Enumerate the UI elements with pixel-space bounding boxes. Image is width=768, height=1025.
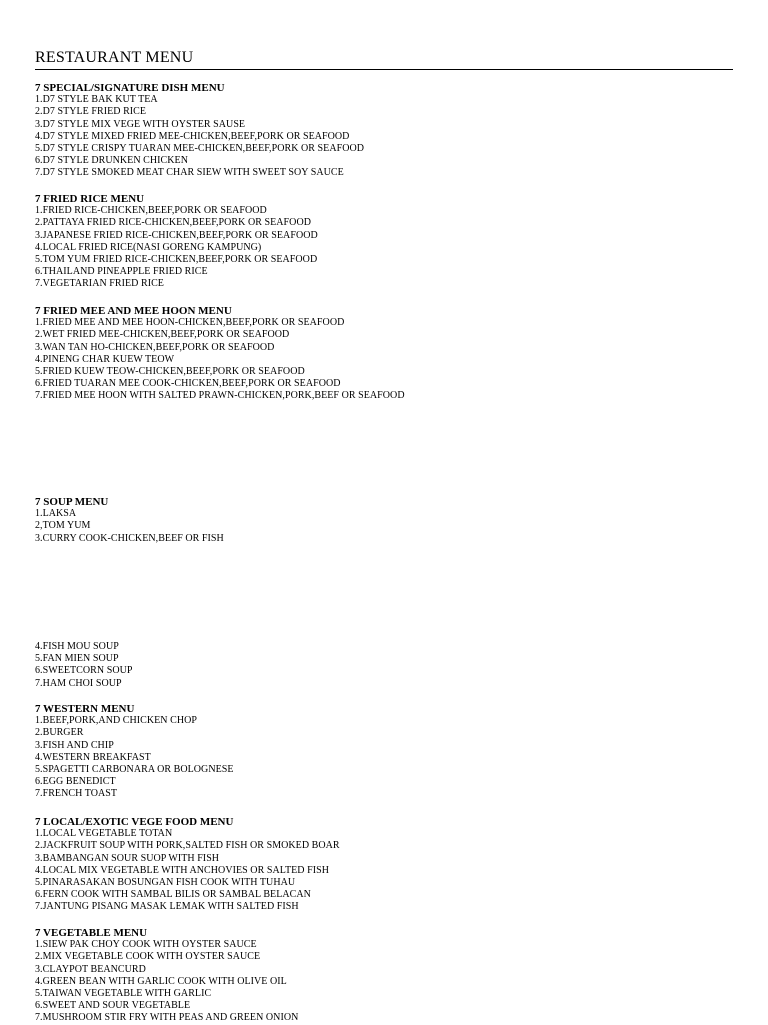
menu-item: 5.FAN MIEN SOUP <box>35 653 119 665</box>
menu-item: 2.BURGER <box>35 727 84 739</box>
menu-item: 7.JANTUNG PISANG MASAK LEMAK WITH SALTED FISH <box>35 901 299 913</box>
menu-item: 4.D7 STYLE MIXED FRIED MEE-CHICKEN,BEEF,PORK OR SEAFOOD <box>35 130 350 142</box>
menu-item: 6.FERN COOK WITH SAMBAL BILIS OR SAMBAL BELACAN <box>35 889 311 901</box>
menu-item: 3.CURRY COOK-CHICKEN,BEEF OR FISH <box>35 532 224 544</box>
menu-item: 2.WET FRIED MEE-CHICKEN,BEEF,PORK OR SEAFOOD <box>35 329 290 341</box>
menu-item: 5.TAIWAN VEGETABLE WITH GARLIC <box>35 987 212 999</box>
menu-item: 3.BAMBANGAN SOUR SUOP WITH FISH <box>35 852 220 864</box>
section-heading: 7 LOCAL/EXOTIC VEGE FOOD MENU <box>35 816 234 828</box>
section-fried-rice <box>35 193 318 291</box>
menu-item: 5.TOM YUM FRIED RICE-CHICKEN,BEEF,PORK OR SEAFOOD <box>35 253 318 265</box>
menu-item: 6.D7 STYLE DRUNKEN CHICKEN <box>35 155 188 167</box>
menu-item: 4.FISH MOU SOUP <box>35 641 119 652</box>
menu-item: 6.EGG BENEDICT <box>35 776 116 788</box>
menu-item: 4.LOCAL FRIED RICE(NASI GORENG KAMPUNG) <box>35 241 262 253</box>
menu-item: 6.SWEETCORN SOUP <box>35 665 133 677</box>
menu-item: 1.SIEW PAK CHOY COOK WITH OYSTER SAUCE <box>35 939 257 951</box>
section-heading: 7 SPECIAL/SIGNATURE DISH MENU <box>35 82 225 94</box>
section-heading: 7 FRIED MEE AND MEE HOON MENU <box>35 305 232 317</box>
menu-item: 6.FRIED TUARAN MEE COOK-CHICKEN,BEEF,PORK OR SEAFOOD <box>35 378 341 390</box>
menu-item: 2.JACKFRUIT SOUP WITH PORK,SALTED FISH OR SMOKED BOAR <box>35 840 340 852</box>
menu-item: 7.FRIED MEE HOON WITH SALTED PRAWN-CHICKEN,PORK,BEEF OR SEAFOOD <box>35 390 405 402</box>
menu-item: 4.WESTERN BREAKFAST <box>35 751 151 763</box>
menu-item: 2.D7 STYLE FRIED RICE <box>35 106 147 118</box>
section-soup <box>35 496 224 545</box>
section-local-exotic-vege <box>35 816 340 914</box>
menu-item: 3.CLAYPOT BEANCURD <box>35 963 146 975</box>
section-western <box>35 703 234 801</box>
menu-item: 1.D7 STYLE BAK KUT TEA <box>35 94 158 106</box>
menu-item: 2,TOM YUM <box>35 520 91 532</box>
menu-item: 3.D7 STYLE MIX VEGE WITH OYSTER SAUSE <box>35 118 246 130</box>
menu-item: 3.WAN TAN HO-CHICKEN,BEEF,PORK OR SEAFOOD <box>35 341 275 353</box>
menu-item: 7.FRENCH TOAST <box>35 788 118 800</box>
menu-item: 5.PINARASAKAN BOSUNGAN FISH COOK WITH TUHAU <box>35 876 296 888</box>
menu-item: 7.HAM CHOI SOUP <box>35 677 122 689</box>
menu-item: 4.LOCAL MIX VEGETABLE WITH ANCHOVIES OR SALTED FISH <box>35 864 329 876</box>
menu-item: 3.FISH AND CHIP <box>35 739 114 751</box>
menu-item: 5.FRIED KUEW TEOW-CHICKEN,BEEF,PORK OR SEAFOOD <box>35 365 305 377</box>
page-title: RESTAURANT MENU <box>35 49 194 66</box>
menu-item: 2.PATTAYA FRIED RICE-CHICKEN,BEEF,PORK OR SEAFOOD <box>35 217 311 229</box>
menu-item: 7.VEGETARIAN FRIED RICE <box>35 278 164 290</box>
menu-item: 1.FRIED RICE-CHICKEN,BEEF,PORK OR SEAFOOD <box>35 205 267 217</box>
section-heading: 7 VEGETABLE MENU <box>35 927 148 939</box>
title-divider <box>35 69 733 70</box>
menu-item: 1.FRIED MEE AND MEE HOON-CHICKEN,BEEF,PORK OR SEAFOOD <box>35 317 345 329</box>
menu-item: 4.PINENG CHAR KUEW TEOW <box>35 353 175 365</box>
section-heading: 7 SOUP MENU <box>35 496 109 508</box>
menu-item: 3.JAPANESE FRIED RICE-CHICKEN,BEEF,PORK OR SEAFOOD <box>35 229 318 241</box>
section-heading: 7 WESTERN MENU <box>35 703 135 715</box>
menu-item: 7.MUSHROOM STIR FRY WITH PEAS AND GREEN ONION <box>35 1012 299 1024</box>
section-vegetable <box>35 927 298 1025</box>
section-special-signature <box>35 82 364 180</box>
menu-item: 5.SPAGETTI CARBONARA OR BOLOGNESE <box>35 763 234 775</box>
section-heading: 7 FRIED RICE MENU <box>35 193 145 205</box>
section-soup-continued <box>35 641 132 690</box>
menu-item: 2.MIX VEGETABLE COOK WITH OYSTER SAUCE <box>35 951 261 963</box>
menu-item: 7.D7 STYLE SMOKED MEAT CHAR SIEW WITH SWEET SOY SAUCE <box>35 167 344 179</box>
menu-item: 1.LOCAL VEGETABLE TOTAN <box>35 828 173 840</box>
menu-item: 6.SWEET AND SOUR VEGETABLE <box>35 1000 191 1012</box>
menu-item: 1.LAKSA <box>35 508 77 520</box>
menu-item: 5.D7 STYLE CRISPY TUARAN MEE-CHICKEN,BEEF,PORK OR SEAFOOD <box>35 142 365 154</box>
menu-item: 6.THAILAND PINEAPPLE FRIED RICE <box>35 266 208 278</box>
section-fried-mee <box>35 305 405 403</box>
menu-item: 1.BEEF,PORK,AND CHICKEN CHOP <box>35 715 198 727</box>
menu-item: 4.GREEN BEAN WITH GARLIC COOK WITH OLIVE OIL <box>35 975 287 987</box>
